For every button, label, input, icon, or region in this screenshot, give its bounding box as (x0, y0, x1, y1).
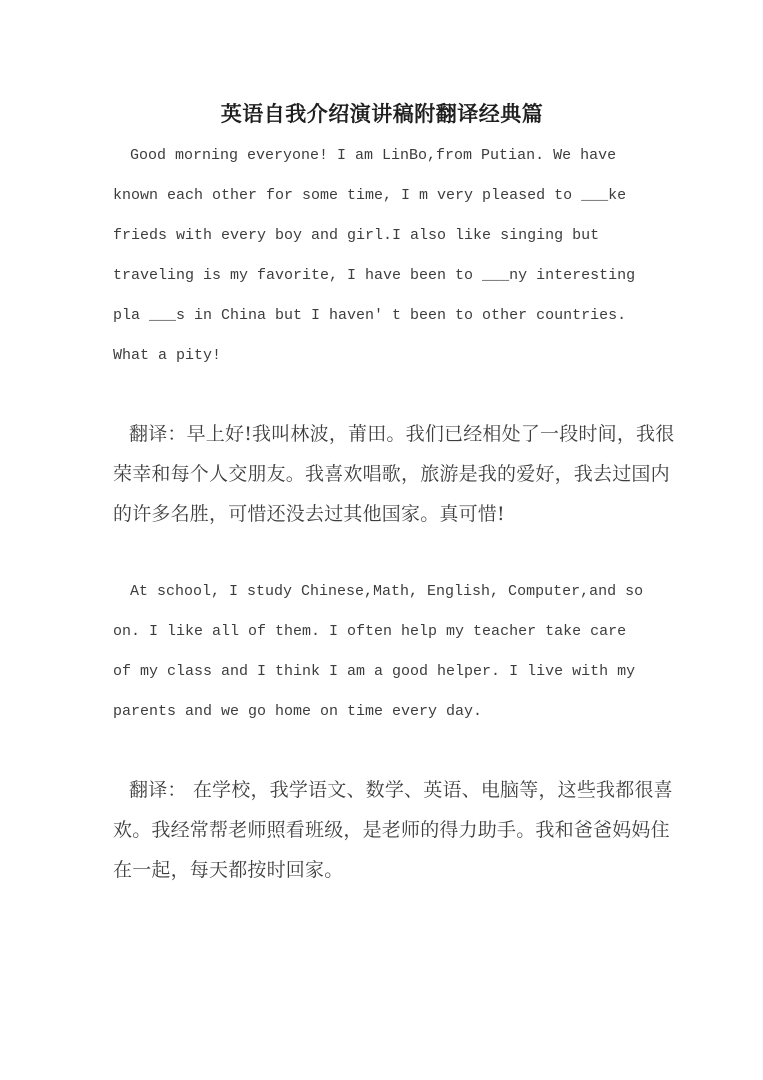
paragraph-line: of my class and I think I am a good helper. I live with my (113, 663, 636, 680)
paragraph-en (113, 572, 651, 732)
page-title: 英语自我介绍演讲稿附翻译经典篇 (220, 101, 544, 126)
paragraph-line: pla ___s in China but I haven' t been to other countries. (113, 307, 627, 324)
paragraph-line: parents and we go home on time every day. (113, 703, 483, 720)
paragraph-line: 的许多名胜，可惜还没去过其他国家。真可惜! (113, 503, 505, 525)
paragraph-line: What a pity! (113, 347, 222, 364)
paragraph-line: known each other for some time, I m very pleased to ___ke (113, 187, 627, 204)
paragraph-line: At school, I study Chinese,Math, English, Computer,and so (130, 583, 644, 600)
paragraph-line: 欢。我经常帮老师照看班级，是老师的得力助手。我和爸爸妈妈住 (113, 819, 670, 841)
document-body (113, 136, 675, 890)
paragraph-line: 在一起，每天都按时回家。 (113, 859, 344, 881)
paragraph-line: on. I like all of them. I often help my teacher take care (113, 623, 627, 640)
paragraph-zh (113, 770, 673, 890)
paragraph-line: 翻译：早上好!我叫林波，莆田。我们已经相处了一段时间，我很 (129, 423, 675, 445)
paragraph-line: traveling is my favorite, I have been to ___ny interesting (113, 267, 636, 284)
paragraph-zh (113, 414, 675, 534)
paragraph-en (113, 136, 651, 376)
paragraph-line: frieds with every boy and girl.I also like singing but (113, 227, 600, 244)
paragraph-line: 翻译： 在学校，我学语文、数学、英语、电脑等，这些我都很喜 (129, 779, 673, 801)
paragraph-line: Good morning everyone! I am LinBo,from Putian. We have (130, 147, 617, 164)
paragraph-line: 荣幸和每个人交朋友。我喜欢唱歌，旅游是我的爱好，我去过国内 (113, 463, 670, 485)
